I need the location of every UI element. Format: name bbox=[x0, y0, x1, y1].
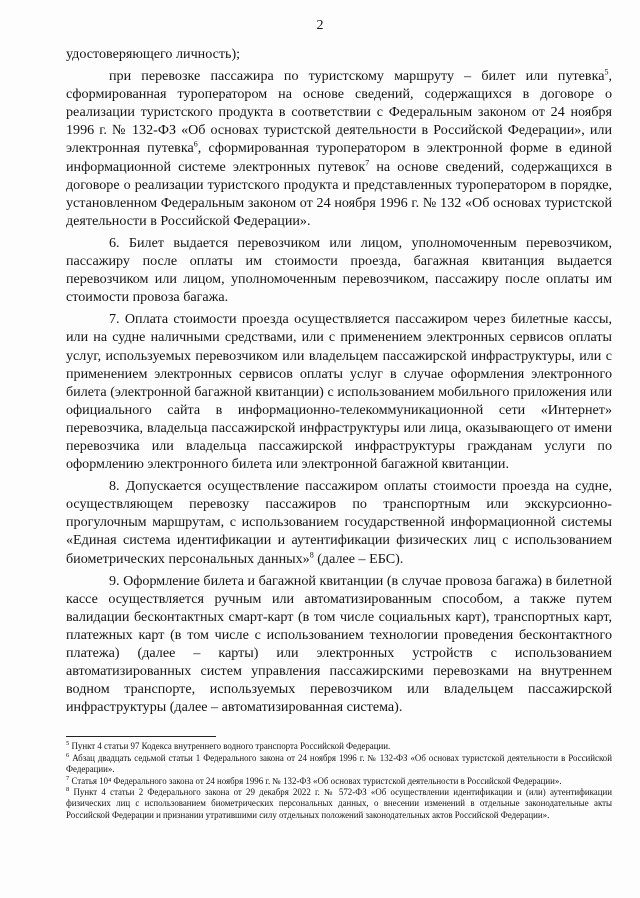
footnote-ref-5[interactable]: 5 bbox=[604, 67, 609, 77]
footnote-divider bbox=[66, 736, 216, 737]
footnote-7: $^7$ Статья 10⁴ Федерального закона от 24 ноября 1996 г. № 132-ФЗ «Об основах туристской деятельности в Российской Федерации». bbox=[66, 774, 562, 786]
footnote-6: $^6$ Абзац двадцать седьмой статьи 1 Федерального закона от 24 ноября 1996 г. № 132-ФЗ «Об основах туристской деятельности в Российской Федерации». bbox=[66, 751, 612, 775]
paragraph-7: 7. Оплата стоимости проезда осуществляется пассажиром через билетные кассы, или на судне наличными средствами, или с применением электронных сервисов оплаты услуг, используемых перевозчиком или владельцем пассажирской инфраструктуры, или с применением электронных сервисов оплаты услуг в случае оформления электронного билета (электронной багажной квитанции) с использованием мобильного приложения или официального сайта в информационно-телекоммуникационной сети «Интернет» перевозчика, владельца пассажирской инфраструктуры или лица, оказывающего от имени перевозчика или владельца пассажирской инфраструктуры гражданам услуги по оформлению электронного билета или электронной багажной квитанции. bbox=[66, 311, 612, 473]
paragraph-9: 9. Оформление билета и багажной квитанции (в случае провоза багажа) в билетной кассе осуществляется ручным или автоматизированным способом, а также путем валидации бесконтактных смарт-карт (в том числе социальных карт), транспортных карт, платежных карт (в том числе с использованием технологии проведения бесконтактного платежа) (далее – карты) или электронных устройств с использованием автоматизированных систем управления пассажирскими перевозками на внутреннем водном транспорте, используемых перевозчиком или владельцем пассажирской инфраструктуры (далее – автоматизированная система). bbox=[66, 572, 612, 716]
paragraph-8: 8. Допускается осуществление пассажиром оплаты стоимости проезда на судне, осуществляющем перевозку пассажиров по транспортным или экскурсионно-прогулочным маршрутам, с использованием государственной информационной системы «Единая система идентификации и аутентификации физических лиц с использованием биометрических персональных данных»$^8$ (далее – ЕБС). bbox=[66, 478, 612, 567]
footnote-5: $^5$ Пункт 4 статьи 97 Кодекса внутреннего водного транспорта Российской Федерации. bbox=[66, 740, 391, 752]
footnotes bbox=[66, 741, 612, 821]
footnote-ref-8[interactable]: 8 bbox=[309, 549, 314, 559]
document-body bbox=[66, 45, 612, 821]
footnote-ref-7[interactable]: 7 bbox=[365, 157, 370, 167]
paragraph-identity-end: удостоверяющего личность); bbox=[66, 46, 241, 62]
paragraph-6: 6. Билет выдается перевозчиком или лицом, уполномоченным перевозчиком, пассажиру после оплаты им стоимости проезда, багажная квитанция выдается перевозчиком или лицом, уполномоченным перевозчиком, пассажиру после оплаты им стоимости провоза багажа. bbox=[66, 234, 612, 306]
page-number: 2 bbox=[316, 18, 324, 33]
paragraph-tourist-route: при перевозке пассажира по туристскому маршруту – билет или путевка$^5$, сформированная туроператором на основе сведений, содержащихся в договоре о реализации туристского продукта в соответствии с Федеральным законом от 24 ноября 1996 г. № 132-ФЗ «Об основах туристской деятельности в Российской Федерации», или электронная путевка$^6$, сформированная туроператором в электронной форме в единой информационной системе электронных путевок$^7$ на основе сведений, содержащихся в договоре о реализации туристского продукта и представленных туроператором в порядке, установленном Федеральным законом от 24 ноября 1996 г. № 132 «Об основах туристской деятельности в Российской Федерации». bbox=[66, 67, 613, 229]
footnote-8: $^8$ Пункт 4 статьи 2 Федерального закона от 29 декабря 2022 г. № 572-ФЗ «Об осуществлении идентификации и (или) аутентификации физических лиц с использованием биометрических персональных данных, о внесении изменений в отдельные законодательные акты Российской Федерации и признании утратившими силу отдельных положений законодательных актов Российской Федерации». bbox=[66, 786, 612, 820]
footnote-ref-6[interactable]: 6 bbox=[193, 139, 198, 149]
